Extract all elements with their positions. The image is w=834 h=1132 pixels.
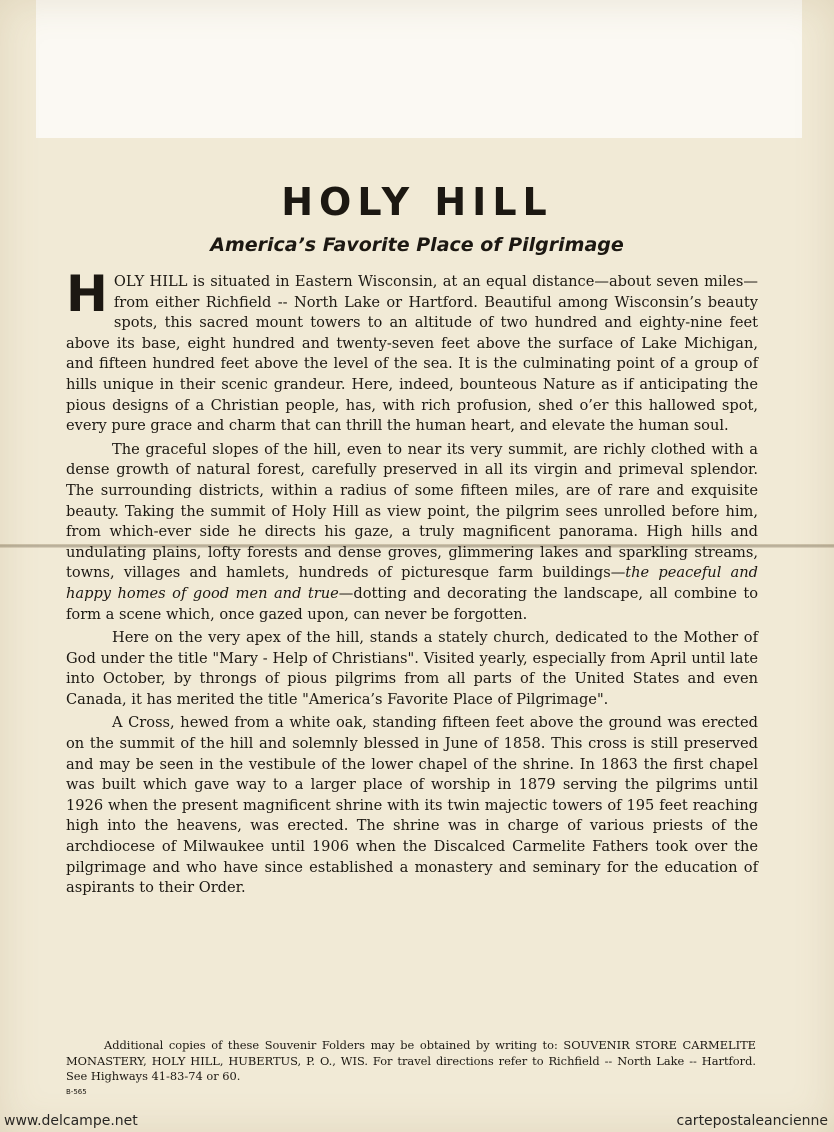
article-body (66, 265, 758, 899)
blank-top-panel (36, 0, 802, 138)
watermark-right: cartepostaleancienne (676, 1113, 828, 1129)
watermark-left: www.delcampe.net (4, 1113, 138, 1129)
page-subtitle: America’s Favorite Place of Pilgrimage (210, 234, 624, 256)
paragraph-1-text: is situated in Eastern Wisconsin, at an equal distance—about seven miles—from either Richfield -- North Lake or Hartford. Beautiful among Wisconsin’s beauty spots, this sacred mount towers to an altitude of two hundred and eighty-nine feet above its base, eight hundred and twenty-seven feet above the surface of Lake Michigan, and fifteen hundred feet above the level of the sea. It is the culminating point of a group of hills unique in their scenic grandeur. Here, indeed, bounteous Nature as if anticipating the pious designs of a Christian people, has, with rich profusion, shed o’er this hallowed spot, every pure grace and charm that can thrill the human heart, and elevate the human soul. (66, 273, 758, 435)
paragraph-2 (66, 440, 758, 625)
paragraph-2-italic: the peaceful and happy homes of good men and true (66, 564, 758, 602)
paragraph-2-start: The graceful slopes of the hill, even to near its very summit, are richly clothed with a dense growth of natural forest, carefully preserved in all its virgin and primeval splendor. The surrounding districts, within a radius of some fifteen miles, are of rare and exquisite beauty. Taking the summit of Holy Hill as view point, the pilgrim sees unrolled before him, from which-ever side he directs his gaze, a truly magnificent panorama. High hills and undulating plains, lofty forests and dense groves, glimmering lakes and sparkling streams, towns, villages and hamlets, hundreds of picturesque farm buildings— (66, 440, 758, 582)
paragraph-1 (66, 265, 758, 437)
page-title: HOLY HILL (281, 180, 553, 224)
paragraph-4: A Cross, hewed from a white oak, standing fifteen feet above the ground was erected on the summit of the hill and solemnly blessed in June of 1858. This cross is still preserved and may be seen in the vestibule of the lower chapel of the shrine. In 1863 the first chapel was built which gave way to a larger place of worship in 1879 serving the pilgrims until 1926 when the present magnificent shrine with its twin majectic towers of 195 feet reaching high into the heavens, was erected. The shrine was in charge of various priests of the archdiocese of Milwaukee until 1906 when the Discalced Carmelite Fathers took over the pilgrimage and who have since established a monastery and seminary for the education of aspirants to their Order. (66, 714, 758, 897)
paragraph-3: Here on the very apex of the hill, stands a stately church, dedicated to the Mother of God under the title "Mary - Help of Christians". Visited yearly, especially from April until late into October, by throngs of pious pilgrims from all parts of the United States and even Canada, it has merited the title "America’s Favorite Place of Pilgrimage". (66, 629, 758, 708)
print-code: B-565 (66, 1088, 87, 1096)
intro-smallcaps: OLY HILL (113, 273, 188, 290)
paragraph-2-end: —dotting and decorating the landscape, all combine to form a scene which, once gazed upon, can never be forgotten. (66, 584, 758, 623)
footer-note: Additional copies of these Souvenir Folders may be obtained by writing to: SOUVENIR STORE CARMELITE MONASTERY, HOLY HILL, HUBERTUS, P. O., WIS. For travel directions refer to Richfield -- North Lake -- Hartford. See Highways 41-83-74 or 60. (66, 1038, 756, 1084)
drop-cap: H (66, 265, 108, 323)
